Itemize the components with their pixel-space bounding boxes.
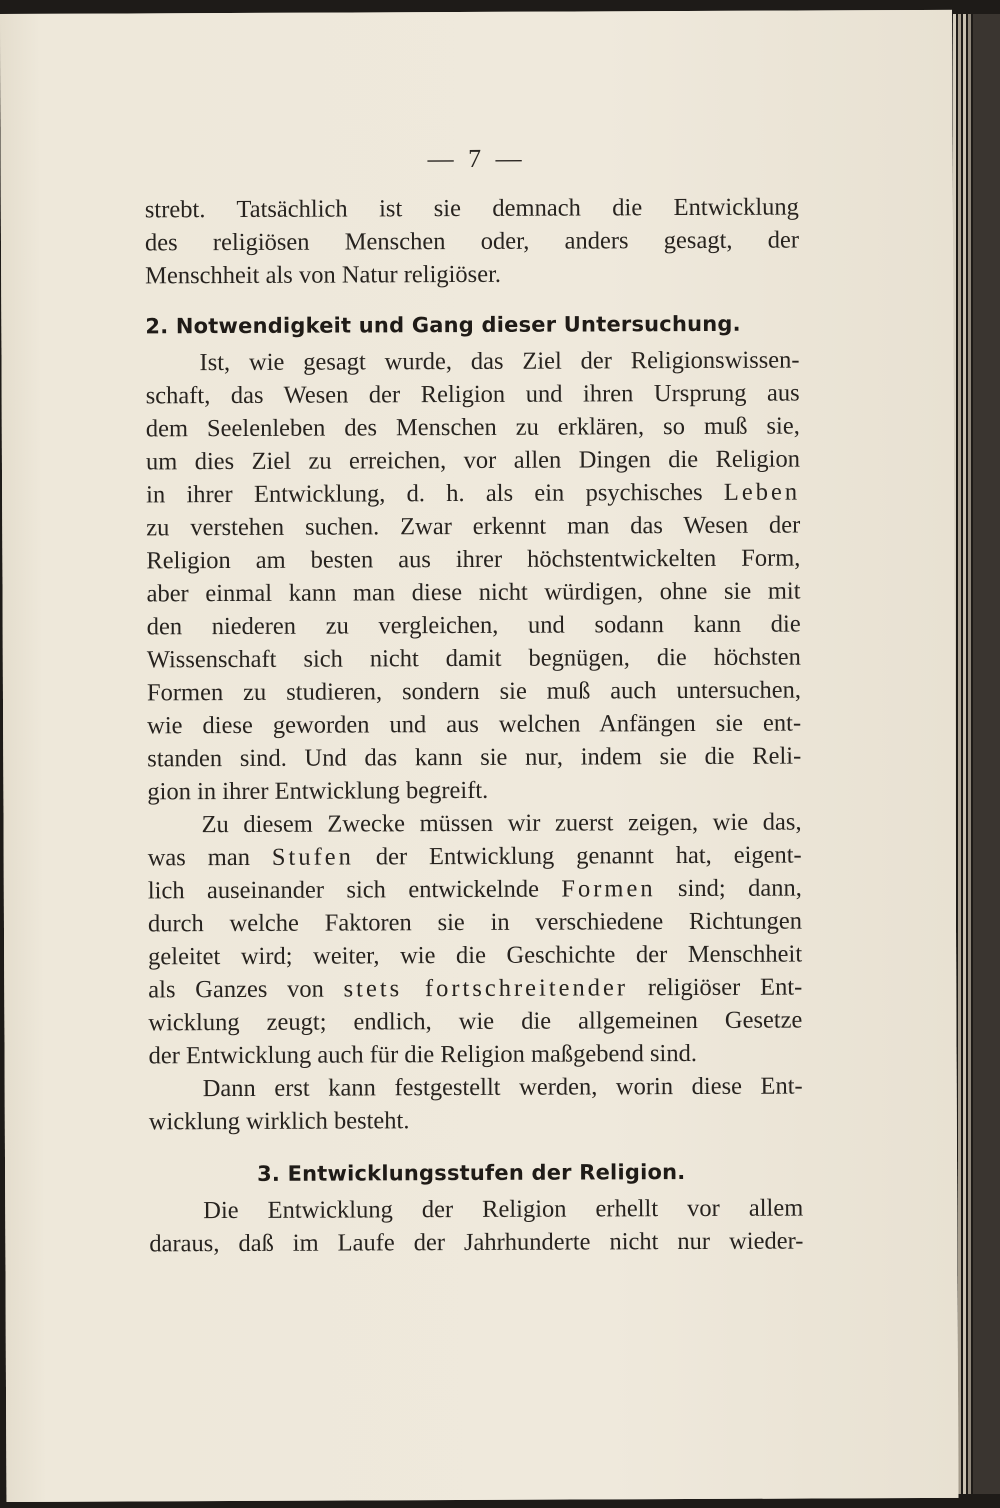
page-edge [963, 14, 966, 1494]
text-run: der Entwicklung genannt hat, eigent- [375, 841, 802, 871]
text-line: den niederen zu vergleichen, und sodann kann die [146, 610, 801, 641]
text-line: wicklung zeugt; endlich, wie die allgemeinen Gesetze [148, 1006, 803, 1037]
paragraph-continuation [145, 191, 799, 293]
text-line: Ist, wie gesagt wurde, das Ziel der Religionswissen- [199, 346, 800, 377]
text-line: Religion am besten aus ihrer höchstentwickelten Form, [146, 544, 801, 575]
paragraph [145, 344, 801, 809]
text-line: wicklung wirklich besteht. [148, 1107, 410, 1136]
paragraph [149, 1192, 803, 1261]
emphasis-spaced: stets fortschreitender [343, 974, 629, 1003]
text-line: Formen zu studieren, sondern sie muß auch untersuchen, [146, 676, 802, 707]
emphasis-spaced: Stufen [271, 843, 354, 871]
text-line: gion in ihrer Entwicklung begreift. [147, 776, 489, 806]
text-run: in ihrer Entwicklung, d. h. als ein psychisches [146, 478, 703, 509]
text-line: daraus, daß im Laufe der Jahrhunderte nicht nur wieder- [149, 1227, 804, 1258]
text-run: lich auseinander sich entwickelnde [147, 875, 539, 905]
text-run: sind; dann, [677, 874, 802, 903]
text-line: schaft, das Wesen der Religion und ihren Ursprung aus [145, 379, 800, 410]
text-line: Dann erst kann festgestellt werden, worin diese Ent- [202, 1072, 803, 1103]
text-line [146, 476, 800, 512]
text-line: wie diese geworden und aus welchen Anfängen sie ent- [147, 709, 802, 740]
text-line: um dies Ziel zu erreichen, vor allen Dingen die Religion [145, 445, 801, 476]
text-line: Die Entwicklung der Religion erhellt vor allem [203, 1194, 804, 1225]
page-edge [968, 14, 971, 1494]
text-line: standen sind. Und das kann sie nur, indem sie die Reli- [147, 742, 802, 773]
text-run: als Ganzes von [148, 975, 324, 1004]
text-line: des religiösen Menschen oder, anders gesagt, der [144, 226, 800, 257]
paragraph [149, 1070, 803, 1139]
text-line: der Entwicklung auch für die Religion maßgebend sind. [148, 1039, 698, 1070]
text-line [148, 872, 802, 908]
page-number: — 7 — [427, 143, 526, 174]
text-line: dem Seelenleben des Menschen zu erklären, so muß sie, [145, 412, 800, 443]
book-page [0, 10, 958, 1502]
text-line: strebt. Tatsächlich ist sie demnach die Entwicklung [144, 193, 799, 224]
text-line: geleitet wird; weiter, wie die Geschichte der Menschheit [148, 940, 803, 971]
text-line [148, 971, 802, 1007]
section-heading: 2. Notwendigkeit und Gang dieser Untersuchung. [145, 311, 741, 339]
text-line: Zu diesem Zwecke müssen wir zuerst zeigen, wie das, [201, 808, 802, 839]
text-line [148, 839, 802, 875]
section-heading: 3. Entwicklungsstufen der Religion. [257, 1160, 686, 1186]
book-spine-shadow [973, 14, 1000, 1494]
page-edge [958, 14, 961, 1494]
text-run: was man [147, 843, 250, 872]
text-line: aber einmal kann man diese nicht würdigen, ohne sie mit [146, 577, 801, 608]
text-line: durch welche Faktoren sie in verschiedene Richtungen [147, 907, 803, 938]
emphasis-spaced: Leben [723, 478, 801, 506]
page-body [145, 191, 804, 1261]
text-line: zu verstehen suchen. Zwar erkennt man das Wesen der [146, 511, 801, 542]
emphasis-spaced: Formen [561, 875, 656, 903]
text-line: Menschheit als von Natur religiöser. [145, 260, 502, 290]
text-line: Wissenschaft sich nicht damit begnügen, die höchsten [146, 643, 801, 674]
text-run: religiöser Ent- [647, 973, 803, 1002]
paragraph [147, 806, 802, 1073]
